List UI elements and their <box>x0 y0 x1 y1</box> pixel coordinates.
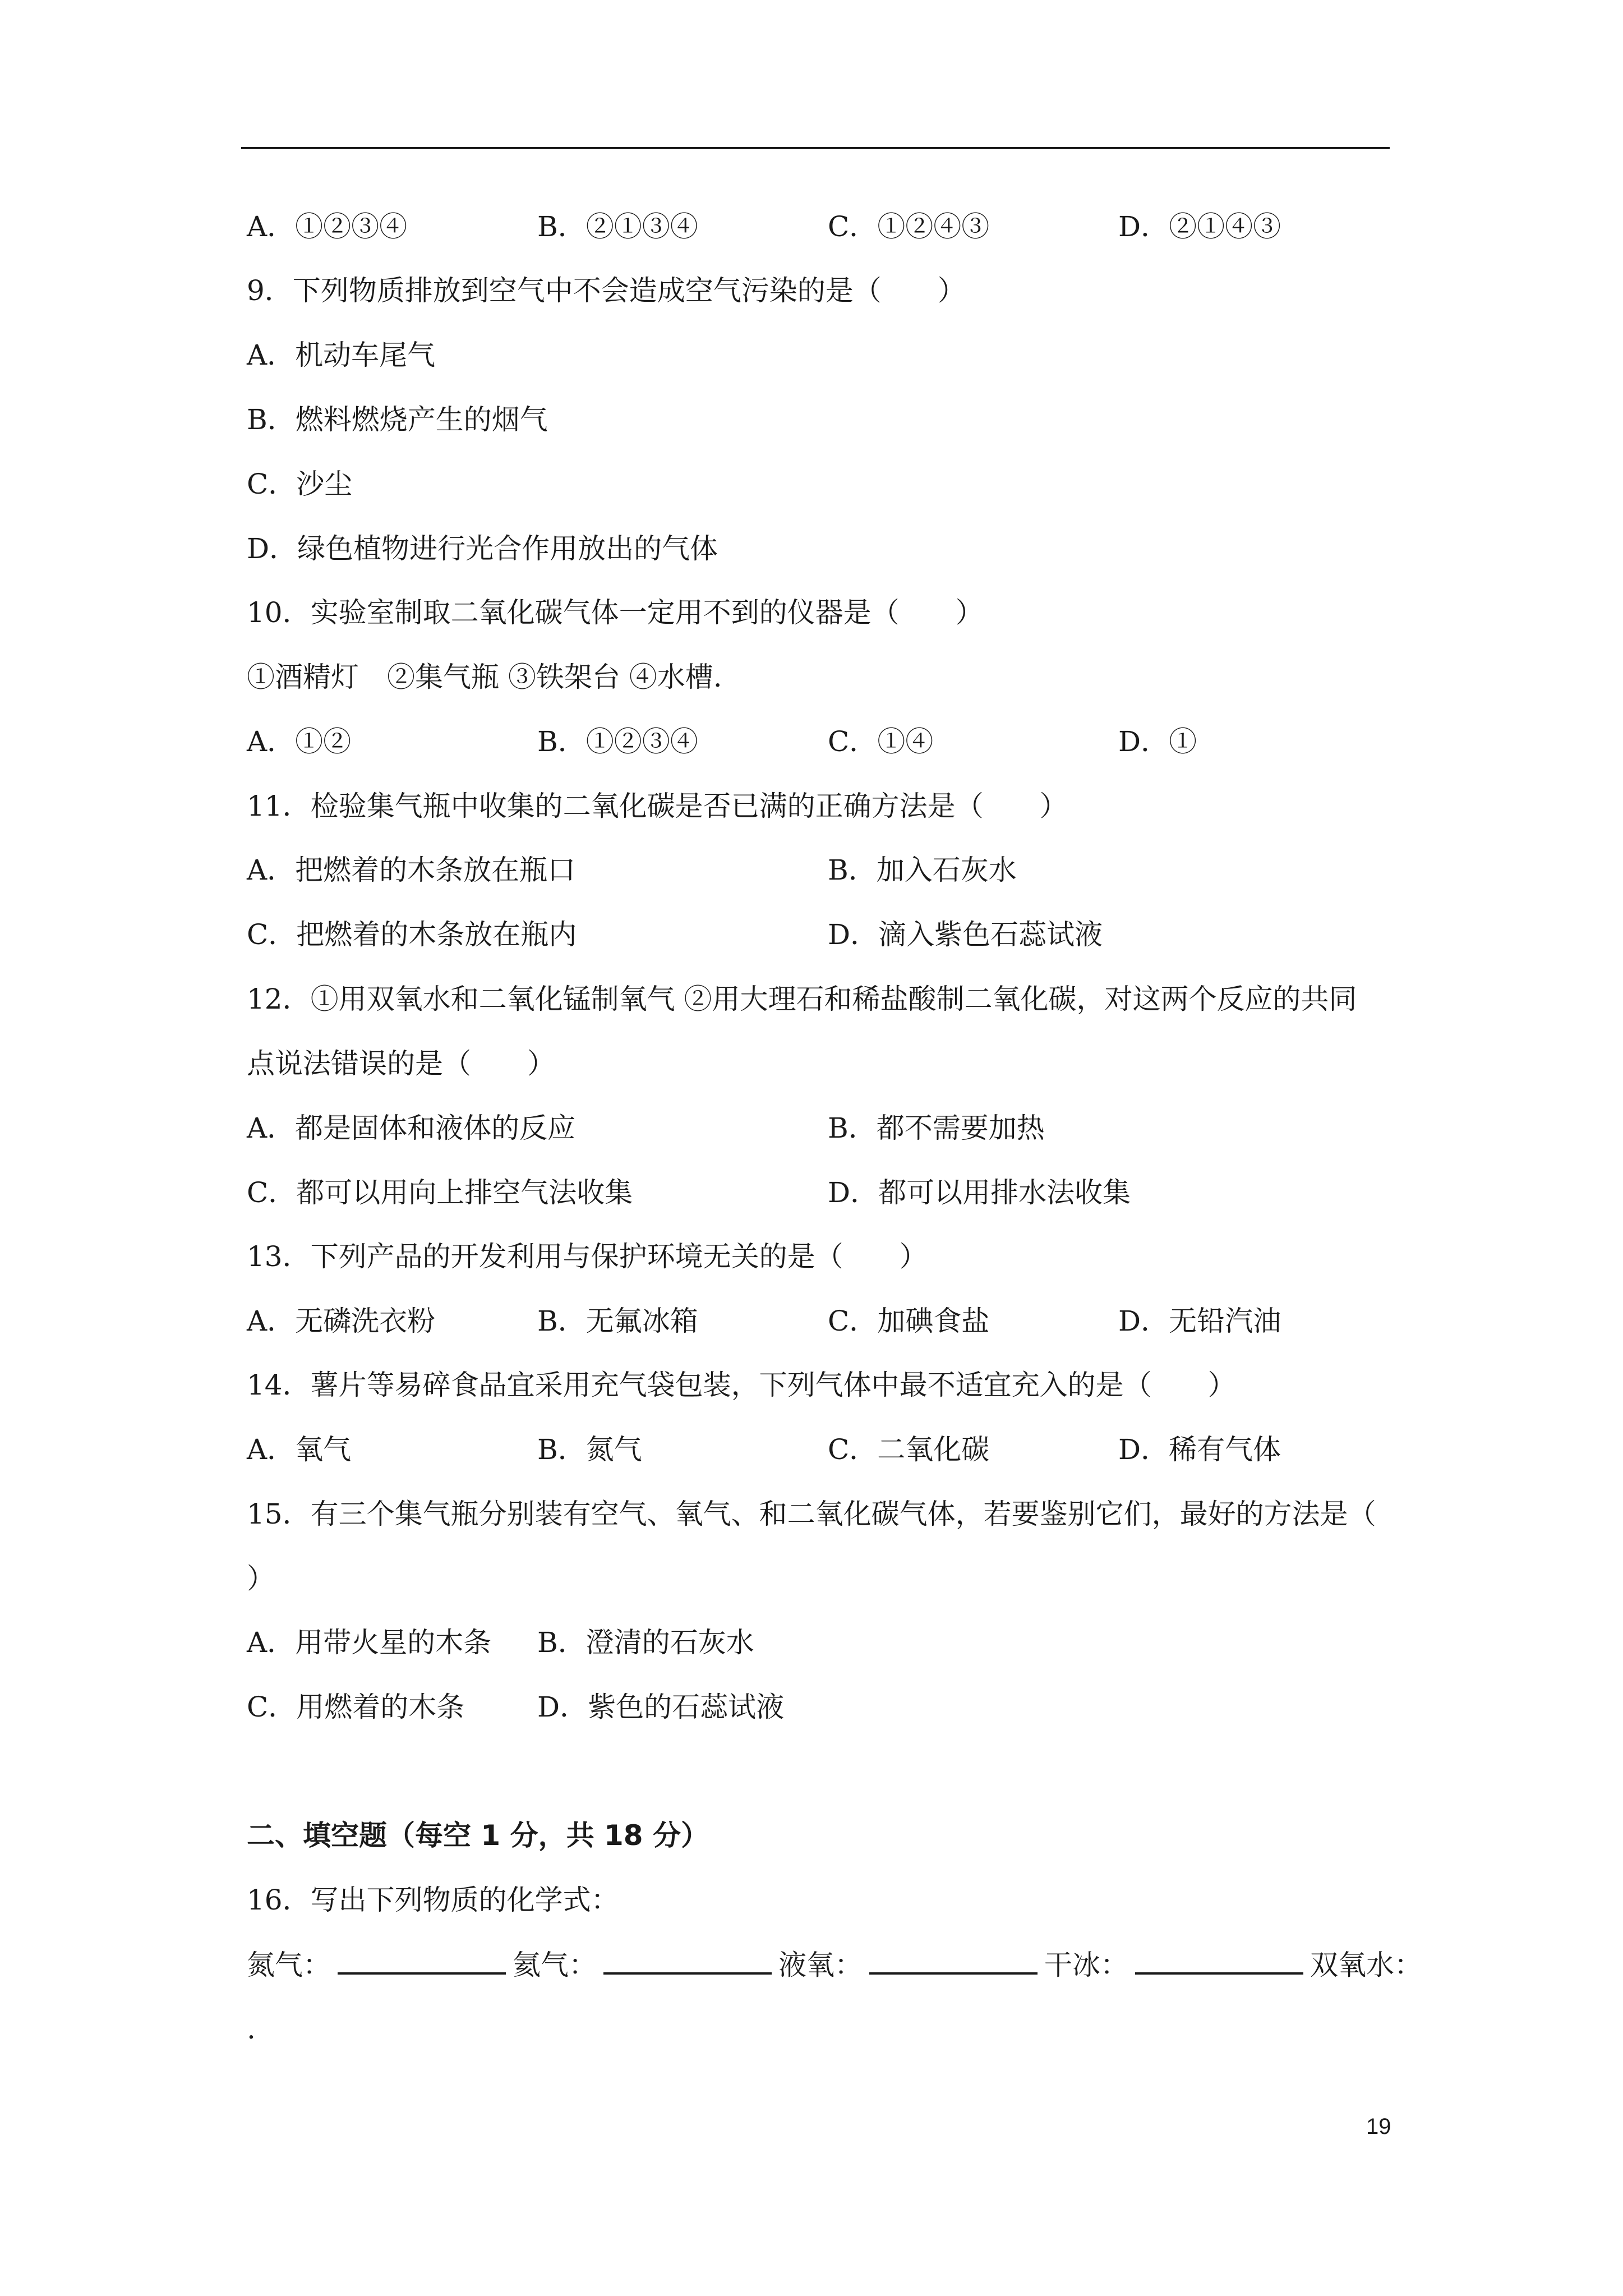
option-a: A．机动车尾气 <box>247 339 436 371</box>
option-d: D．稀有气体 <box>1118 1433 1281 1466</box>
question-stem-line-2: ） <box>247 1562 275 1595</box>
option-c: C．加碘食盐 <box>828 1305 990 1337</box>
option-c: C．用燃着的木条 <box>247 1691 465 1723</box>
option-c: C．把燃着的木条放在瓶内 <box>247 918 577 951</box>
option-a: A．无磷洗衣粉 <box>247 1305 436 1337</box>
blank-label: 氦气： <box>513 1949 597 1981</box>
option-c: C．①④ <box>828 725 934 758</box>
option-b: B．加入石灰水 <box>828 854 1017 886</box>
blank-label: 干冰： <box>1044 1949 1128 1981</box>
blank-label: 氮气： <box>247 1949 331 1981</box>
page-number: 19 <box>1366 2114 1391 2139</box>
question-stem-line-1: 12．①用双氧水和二氧化锰制氧气 ②用大理石和稀盐酸制二氧化碳，对这两个反应的共同 <box>247 983 1357 1015</box>
end-mark: . <box>247 2013 256 2045</box>
answer-blank[interactable] <box>1135 1948 1303 1975</box>
option-d: D．都可以用排水法收集 <box>828 1176 1131 1209</box>
option-a: A．①② <box>247 725 352 758</box>
blank-label: 双氧水： <box>1310 1949 1422 1981</box>
option-d: D．无铅汽油 <box>1118 1305 1281 1337</box>
option-d: D．②①④③ <box>1118 210 1281 243</box>
question-stem: 13．下列产品的开发利用与保护环境无关的是（ ） <box>247 1240 928 1273</box>
option-b: B．②①③④ <box>537 210 698 243</box>
option-c: C．①②④③ <box>828 210 990 243</box>
option-c: C．沙尘 <box>247 468 353 500</box>
question-stem: 16．写出下列物质的化学式： <box>247 1884 619 1916</box>
option-a: A．用带火星的木条 <box>247 1626 492 1659</box>
section-title: 二、填空题（每空 1 分，共 18 分） <box>247 1819 709 1852</box>
option-a: A．把燃着的木条放在瓶口 <box>247 854 576 886</box>
question-stem: 11．检验集气瓶中收集的二氧化碳是否已满的正确方法是（ ） <box>247 790 1068 822</box>
option-a: A．氧气 <box>247 1433 352 1466</box>
option-b: B．氮气 <box>537 1433 642 1466</box>
question-items: ①酒精灯 ②集气瓶 ③铁架台 ④水槽. <box>247 661 722 693</box>
option-d: D．紫色的石蕊试液 <box>537 1691 785 1723</box>
question-stem: 14．薯片等易碎食品宜采用充气袋包装，下列气体中最不适宜充入的是（ ） <box>247 1369 1236 1401</box>
option-c: C．二氧化碳 <box>828 1433 990 1466</box>
answer-blank[interactable] <box>869 1948 1038 1975</box>
question-stem-line-2: 点说法错误的是（ ） <box>247 1047 555 1080</box>
question-stem-line-1: 15．有三个集气瓶分别装有空气、氧气、和二氧化碳气体，若要鉴别它们，最好的方法是（ <box>247 1498 1376 1530</box>
option-a: A．都是固体和液体的反应 <box>247 1112 576 1144</box>
option-b: B．无氟冰箱 <box>537 1305 698 1337</box>
answer-blank[interactable] <box>603 1948 772 1975</box>
blank-label: 液氧： <box>778 1949 863 1981</box>
option-b: B．都不需要加热 <box>828 1112 1045 1144</box>
fill-blank-line <box>247 1948 1422 1982</box>
option-b: B．①②③④ <box>537 725 698 758</box>
option-d: D．① <box>1118 725 1197 758</box>
answer-blank[interactable] <box>338 1948 506 1975</box>
option-b: B．燃料燃烧产生的烟气 <box>247 403 548 436</box>
option-d: D．绿色植物进行光合作用放出的气体 <box>247 532 718 565</box>
option-d: D．滴入紫色石蕊试液 <box>828 918 1103 951</box>
question-stem: 9．下列物质排放到空气中不会造成空气污染的是（ ） <box>247 274 966 307</box>
option-b: B．澄清的石灰水 <box>537 1626 754 1659</box>
option-a: A．①②③④ <box>247 210 408 243</box>
option-c: C．都可以用向上排空气法收集 <box>247 1176 633 1209</box>
header-rule <box>241 147 1390 149</box>
question-stem: 10．实验室制取二氧化碳气体一定用不到的仪器是（ ） <box>247 596 984 629</box>
